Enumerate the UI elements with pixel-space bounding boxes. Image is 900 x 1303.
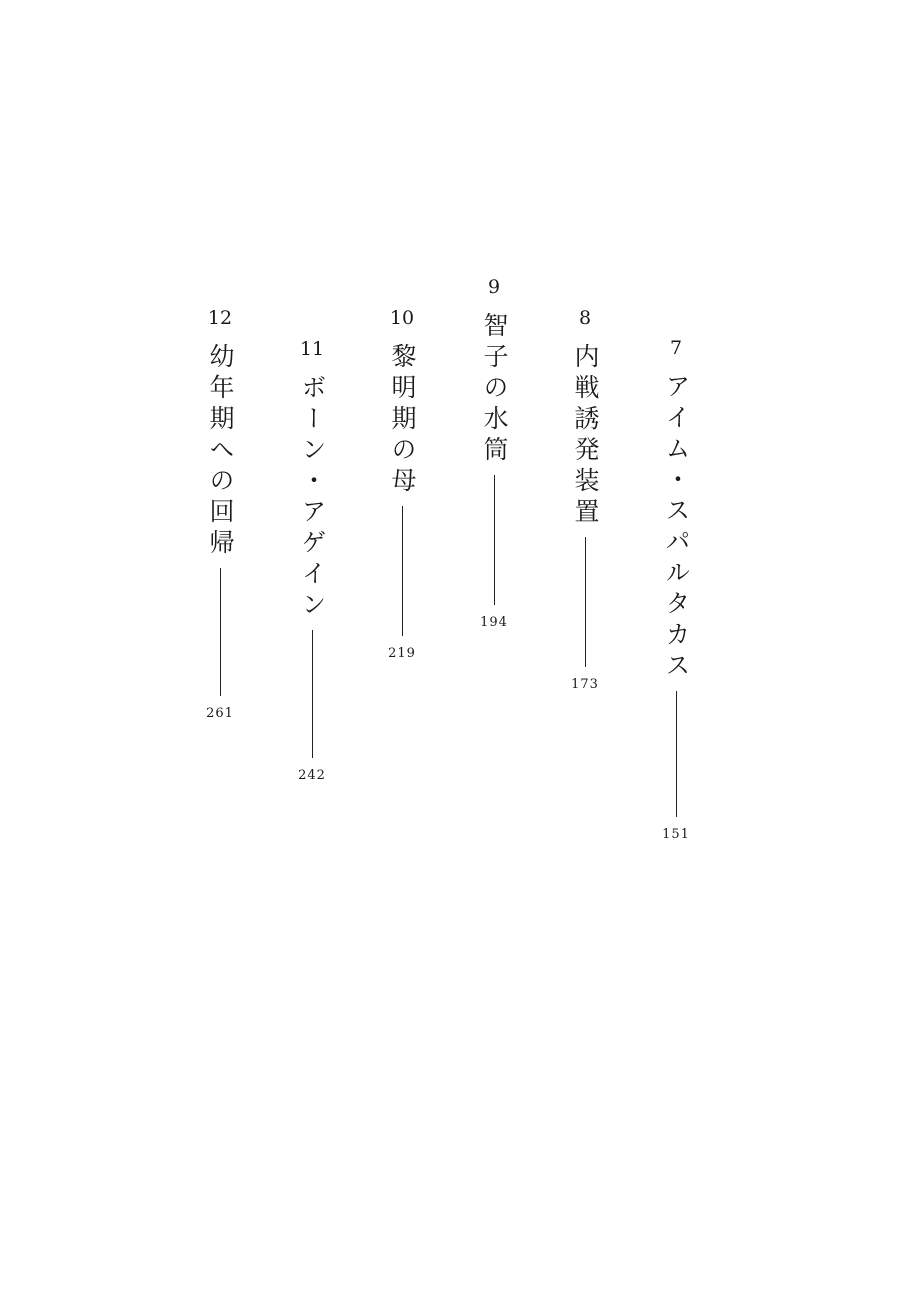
leader-line <box>585 537 586 667</box>
leader-line <box>312 630 313 758</box>
chapter-title: ボーン・アゲイン <box>298 374 327 622</box>
chapter-title: 黎明期の母 <box>388 343 417 498</box>
leader-line <box>220 568 221 696</box>
page-number: 194 <box>480 615 508 630</box>
leader-line <box>402 506 403 636</box>
chapter-number: 9 <box>487 276 501 298</box>
chapter-title: 智子の水筒 <box>480 312 509 467</box>
chapter-number: 11 <box>299 338 325 360</box>
page-number: 219 <box>388 646 416 661</box>
chapter-title: アイム・スパルタカス <box>662 373 691 683</box>
leader-line <box>676 691 677 817</box>
page-number: 242 <box>298 768 326 783</box>
toc-entry-chapter-12 <box>190 307 250 721</box>
toc-entry-chapter-7 <box>646 337 706 842</box>
toc-entry-chapter-10 <box>372 307 432 661</box>
page-number: 151 <box>662 827 690 842</box>
page-number: 173 <box>571 677 599 692</box>
chapter-number: 8 <box>578 307 592 329</box>
toc-entry-chapter-9 <box>464 276 524 630</box>
chapter-number: 7 <box>669 337 683 359</box>
chapter-number: 12 <box>207 307 233 329</box>
leader-line <box>494 475 495 605</box>
chapter-title: 内戦誘発装置 <box>571 343 600 529</box>
page-number: 261 <box>206 706 234 721</box>
toc-entry-chapter-11 <box>282 338 342 783</box>
chapter-number: 10 <box>389 307 415 329</box>
chapter-title: 幼年期への回帰 <box>206 343 235 560</box>
toc-entry-chapter-8 <box>555 307 615 692</box>
